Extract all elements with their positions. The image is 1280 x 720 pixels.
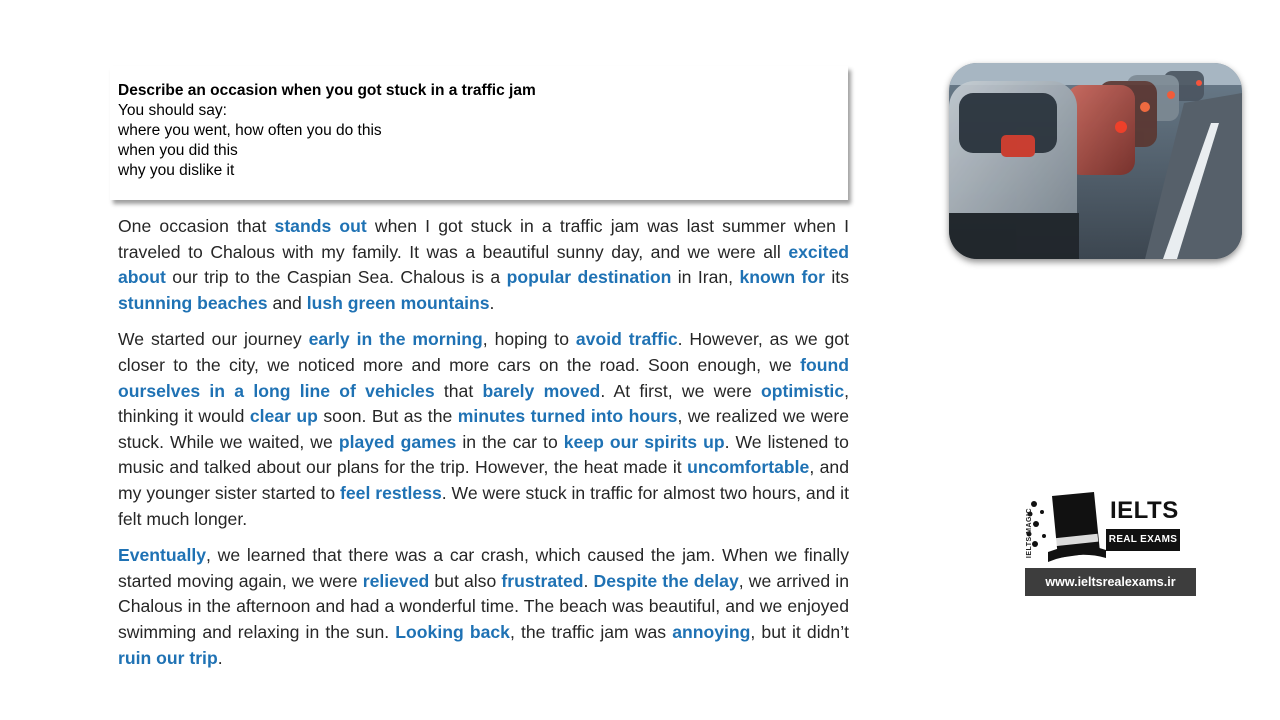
cue-card-point: when you did this [118,142,238,159]
vocabulary-highlight: annoying [672,621,751,642]
vocabulary-highlight: minutes turned into hours [457,406,678,427]
vocabulary-highlight: Despite the delay [593,570,739,591]
cue-card-intro: You should say: [118,102,227,119]
vocabulary-highlight: popular destination [506,267,672,288]
cue-card-point: why you dislike it [118,162,235,179]
vocabulary-highlight: ruin our trip [118,647,218,668]
vocabulary-highlight: Eventually [118,545,207,566]
vocabulary-highlight: stunning beaches [118,292,268,313]
answer-paragraph-2: We started our journey early in the morning, hoping to avoid traffic. However, as we got closer to the city, we noticed more and more cars on the road. Soon enough, we found ourselves in a long line of vehicles that barely moved. At first, we were optimistic, thinking it would clear up soon. But as the minutes turned into hours, we realized we were stuck. While we waited, we played games in the car to keep our spirits up. We listened to music and talked about our plans for the trip. However, the heat made it uncomfortable, and my younger sister started to feel restless. We were stuck in traffic for almost two hours, and it felt much longer. [118,329,849,529]
vocabulary-highlight: stands out [274,216,367,236]
vocabulary-highlight: frustrated [501,570,584,591]
vocabulary-highlight: found ourselves in a long line of vehicles [118,354,849,401]
cue-card-title: Describe an occasion when you got stuck in a traffic jam [118,82,536,99]
cue-card-point: where you went, how often you do this [118,122,382,139]
vocabulary-highlight: avoid traffic [575,329,678,350]
vocabulary-highlight: keep our spirits up [563,431,725,452]
answer-paragraph-1: One occasion that stands out when I got stuck in a traffic jam was last summer when I traveled to Chalous with my family. It was a beautiful sunny day, and we were all excited about our trip to the Caspian Sea. Chalous is a popular destination in Iran, known for its stunning beaches and lush green mountains. [118,216,849,313]
website-url: www.ieltsrealexams.ir [1025,568,1196,596]
vocabulary-highlight: feel restless [340,482,442,503]
cue-card [110,66,848,200]
vocabulary-highlight: relieved [362,570,430,591]
vocabulary-highlight: known for [739,267,825,288]
ielts-real-exams-logo [1022,490,1194,566]
vocabulary-highlight: early in the morning [308,329,483,350]
vocabulary-highlight: optimistic [761,380,845,401]
sample-answer [118,214,849,682]
answer-paragraph-3: Eventually, we learned that there was a car crash, which caused the jam. When we finally started moving again, we were relieved but also frustrated. Despite the delay, we arrived in Chalous in the afternoon and had a wonderful time. The beach was beautiful, and we enjoyed swimming and relaxing in the sun. Looking back, the traffic jam was annoying, but it didn’t ruin our trip. [118,545,849,668]
vocabulary-highlight: uncomfortable [687,457,810,478]
vocabulary-highlight: Looking back [395,621,510,642]
vocabulary-highlight: clear up [249,406,318,427]
vocabulary-highlight: excited about [118,241,849,288]
vocabulary-highlight: played games [338,431,457,452]
vocabulary-highlight: barely moved [482,380,601,401]
traffic-jam-photo [949,63,1242,259]
vocabulary-highlight: lush green mountains [306,292,490,313]
logo-title: IELTS [1110,497,1179,524]
logo-side-text: IELTS MAGIC [1026,508,1033,559]
logo-badge: REAL EXAMS [1106,529,1180,551]
